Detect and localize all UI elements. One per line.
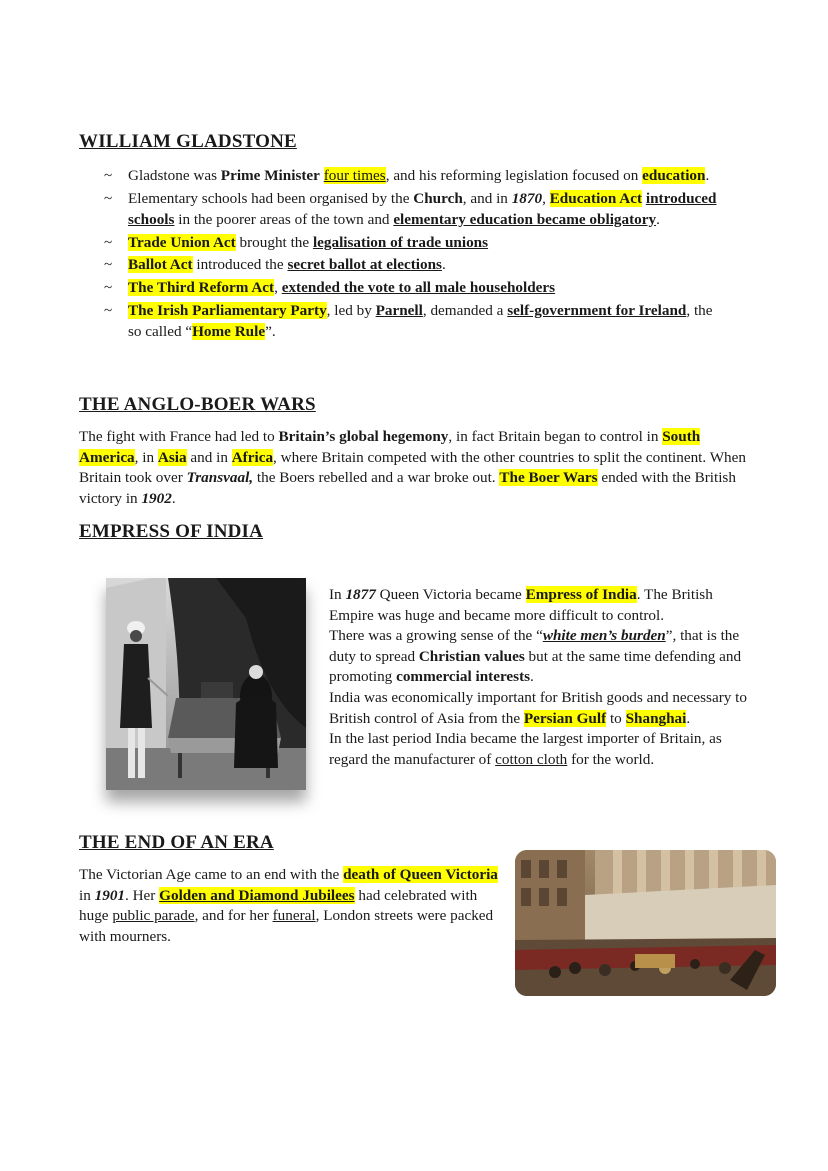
text-run: for the world. [567, 750, 655, 768]
term-church: Church [413, 189, 463, 207]
photo-illustration [106, 578, 306, 790]
text-run: . The British Empire was huge and became more difficult to control. [329, 586, 713, 624]
text-run: , in fact Britain began to control in [448, 428, 663, 445]
text-run: , [542, 189, 550, 207]
term-education-obligatory: elementary education became obligatory [393, 210, 657, 228]
term-introduced-schools: introduced schools [128, 189, 717, 228]
text-run: . [705, 167, 710, 184]
term-funeral: funeral [272, 907, 316, 925]
gladstone-bullet-list [79, 165, 729, 344]
empress-of-india-paragraph [329, 585, 749, 770]
term-commercial-interests: commercial interests [396, 668, 531, 686]
list-item [79, 188, 729, 230]
year-1901: 1901 [94, 886, 125, 904]
text-run: , the so called “ [128, 301, 713, 340]
section-title-end-of-era: THE END OF AN ERA [79, 832, 274, 853]
section-title-boer-wars: THE ANGLO-BOER WARS [79, 394, 316, 415]
highlight-trade-union-act: Trade Union Act [128, 233, 236, 251]
text-run: , in [134, 448, 158, 466]
text-run: The Victorian Age came to an end with the [79, 866, 344, 883]
tilde-bullet-icon: ~ [104, 301, 113, 319]
boer-wars-paragraph [79, 427, 751, 509]
year-1870: 1870 [511, 189, 543, 207]
highlight-asia: Asia [157, 448, 187, 466]
text-run: , demanded a [422, 301, 508, 319]
tilde-bullet-icon: ~ [104, 256, 113, 274]
highlight-four-times: four times [323, 167, 386, 184]
highlight-south-america: South America [79, 428, 701, 466]
term-transvaal: Transvaal, [186, 469, 254, 487]
text-run: . [686, 709, 691, 727]
text-run: In the last period India became the largest importer of Britain, as regard the manufacturer of [329, 730, 722, 768]
text-run: , and for her [194, 907, 273, 925]
text-run: , led by [326, 301, 376, 319]
end-of-era-paragraph [79, 865, 504, 947]
tilde-bullet-icon: ~ [104, 279, 113, 297]
list-item [79, 232, 729, 253]
text-run: introduced the [192, 256, 288, 274]
term-white-mens-burden: white men’s burden [542, 627, 666, 645]
text-run: . [171, 489, 176, 507]
term-prime-minister: Prime Minister [220, 167, 320, 184]
text-run: ”. [265, 322, 276, 340]
text-run: . [656, 210, 660, 228]
text-run: Elementary schools had been organised by the [128, 189, 414, 207]
text-run: Queen Victoria became [375, 586, 526, 603]
highlight-home-rule: Home Rule [192, 322, 266, 340]
text-run: India was economically important for British goods and necessary to British control of Asia from the [329, 688, 747, 727]
tilde-bullet-icon: ~ [104, 167, 113, 184]
term-parnell: Parnell [375, 301, 423, 319]
term-self-government: self-government for Ireland [507, 301, 687, 319]
term-extended-vote: extended the vote to all male householders [281, 279, 556, 297]
term-global-hegemony: Britain’s global hegemony [278, 428, 449, 445]
queen-victoria-india-photo [106, 578, 306, 790]
term-secret-ballot: secret ballot at elections [287, 256, 442, 274]
highlight-ballot-act: Ballot Act [128, 256, 193, 274]
list-item [79, 165, 729, 186]
highlight-education-act: Education Act [549, 189, 643, 207]
highlight-education: education [642, 167, 706, 184]
term-public-parade: public parade [112, 907, 195, 925]
highlight-boer-wars: The Boer Wars [499, 469, 598, 487]
text-run: There was a growing sense of the “ [329, 627, 543, 645]
text-run: In [329, 586, 346, 603]
text-run: had celebrated with huge [79, 886, 478, 925]
tilde-bullet-icon: ~ [104, 189, 113, 207]
term-christian-values: Christian values [418, 647, 525, 665]
painting-illustration [515, 850, 776, 996]
highlight-empress-of-india: Empress of India [525, 586, 637, 603]
list-item [79, 300, 729, 342]
text-run: Gladstone was [128, 167, 221, 184]
highlight-africa: Africa [231, 448, 274, 466]
text-run: , where Britain competed with the other countries to split the continent. When Britain took over [79, 448, 746, 487]
section-title-gladstone: WILLIAM GLADSTONE [79, 131, 297, 152]
highlight-jubilees: Golden and Diamond Jubilees [159, 886, 355, 904]
text-run: brought the [235, 233, 313, 251]
text-run: the Boers rebelled and a war broke out. [253, 469, 500, 487]
text-run: and in [186, 448, 232, 466]
term-cotton-cloth: cotton cloth [495, 750, 568, 768]
text-run: , London streets were packed with mourners. [79, 907, 494, 945]
text-run: . [530, 668, 534, 686]
jubilee-procession-painting [515, 850, 776, 996]
section-title-empress-of-india: EMPRESS OF INDIA [79, 521, 264, 542]
year-1902: 1902 [141, 489, 172, 507]
tilde-bullet-icon: ~ [104, 233, 113, 251]
text-run: . Her [125, 886, 160, 904]
text-run: in [79, 886, 95, 904]
text-run: ended with the British victory in [79, 469, 736, 507]
highlight-third-reform-act: The Third Reform Act [128, 279, 275, 297]
highlight-persian-gulf: Persian Gulf [523, 709, 607, 727]
highlight-shanghai: Shanghai [625, 709, 687, 727]
text-run: but at the same time defending and promoting [329, 647, 742, 686]
text-run: ”, that is the duty to spread [329, 627, 740, 665]
text-run: in the poorer areas of the town and [174, 210, 394, 228]
list-item [79, 277, 729, 298]
highlight-death-of-victoria: death of Queen Victoria [343, 866, 498, 883]
text-run: . [441, 256, 446, 274]
list-item [79, 254, 729, 275]
text-run: , [274, 279, 282, 297]
year-1877: 1877 [345, 586, 376, 603]
text-run: to [606, 709, 626, 727]
text-run: , and his reforming legislation focused on [385, 167, 643, 184]
highlight-irish-party: The Irish Parliamentary Party [128, 301, 327, 319]
text-run: The fight with France had led to [79, 428, 279, 445]
text-run: , and in [462, 189, 512, 207]
term-legalisation: legalisation of trade unions [312, 233, 489, 251]
